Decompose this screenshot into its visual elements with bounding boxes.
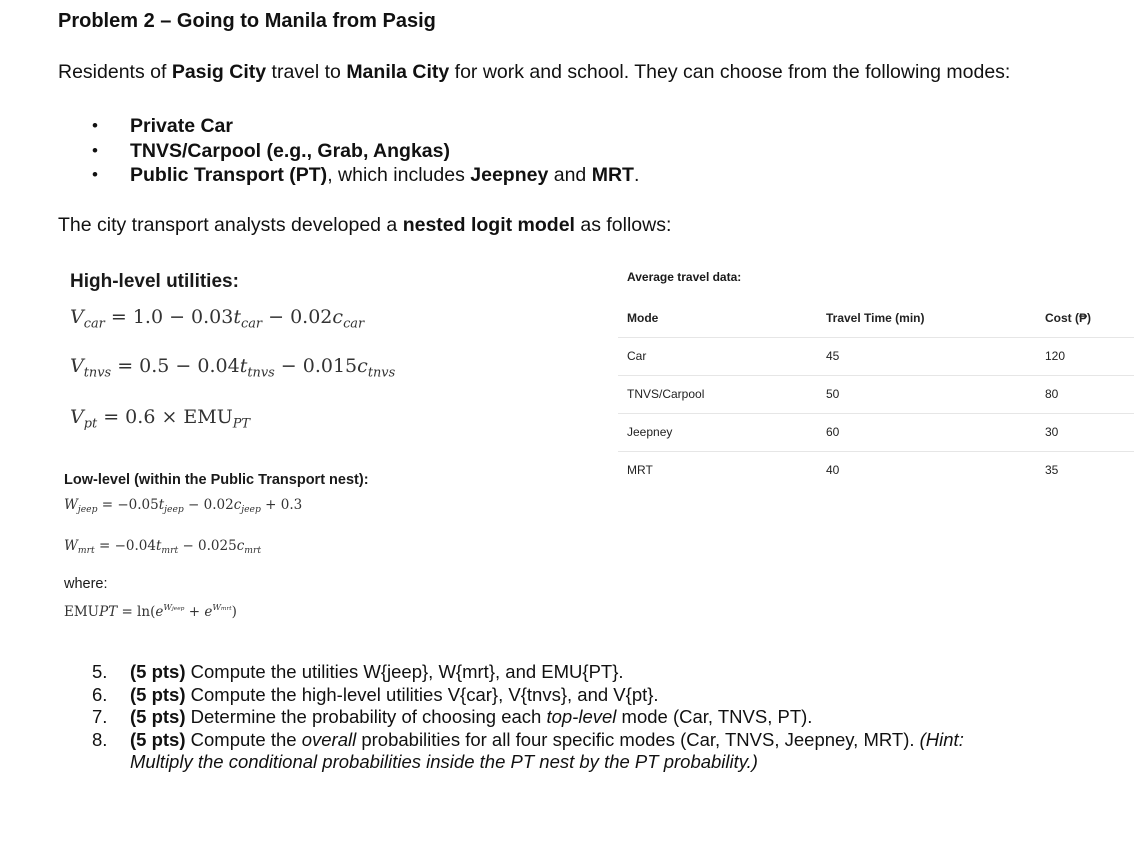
eq-subscript: mrt <box>244 545 262 557</box>
question-item <box>92 661 964 684</box>
question-item <box>92 729 964 774</box>
problem-title: Problem 2 – Going to Manila from Pasig <box>58 10 436 32</box>
model-name: nested logit model <box>402 214 575 236</box>
question-points: (5 pts) <box>130 728 186 750</box>
question-text: Compute the high-level utilities V{car}, V{tnvs}, and V{pt}. <box>185 683 659 705</box>
question-item <box>92 706 964 729</box>
eq-symbol: c <box>233 497 242 513</box>
bullet-icon: • <box>92 116 98 135</box>
eq-symbol: e <box>155 603 164 620</box>
eq-term: = 0.5 − 0.04 <box>111 355 240 377</box>
question-list <box>92 661 964 774</box>
model-intro-paragraph <box>58 214 671 237</box>
mode-label: Public Transport (PT) <box>130 164 328 186</box>
question-number: 8. <box>92 728 108 750</box>
question-points: (5 pts) <box>130 683 186 705</box>
question-item <box>92 684 964 707</box>
question-emphasis: top-level <box>546 706 617 727</box>
question-hint: (Hint: <box>919 728 964 750</box>
equation-w-mrt <box>64 538 261 556</box>
question-text: Determine the probability of choosing each <box>185 706 547 727</box>
eq-term: = −0.05 <box>97 497 159 513</box>
eq-symbol: t <box>239 355 248 377</box>
equation-w-jeep <box>64 497 302 515</box>
eq-symbol: PT <box>99 603 118 620</box>
question-text: Compute the <box>185 728 302 750</box>
mode-label: TNVS/Carpool (e.g., Grab, Angkas) <box>130 139 450 162</box>
eq-symbol: c <box>357 355 368 377</box>
mode-text: . <box>633 164 640 186</box>
travel-data-table <box>618 300 1134 489</box>
table-cell: MRT <box>627 463 653 477</box>
question-number: 6. <box>92 683 108 705</box>
table-title: Average travel data: <box>627 270 742 284</box>
eq-superscript-subscript: jeep <box>171 606 185 612</box>
eq-superscript-symbol: W <box>163 602 172 612</box>
eq-symbol: t <box>155 538 162 554</box>
eq-symbol: W <box>64 538 78 554</box>
eq-term: − 0.025 <box>178 538 237 554</box>
question-number: 7. <box>92 706 108 727</box>
question-emphasis: overall <box>301 728 357 750</box>
mode-list <box>88 114 639 188</box>
eq-superscript <box>212 602 231 612</box>
eq-symbol: c <box>332 306 344 328</box>
eq-term: = 1.0 − 0.03 <box>104 306 234 328</box>
intro-paragraph <box>58 61 1010 84</box>
intro-text: Residents of <box>58 61 172 83</box>
eq-superscript-symbol: W <box>212 602 221 612</box>
table-cell: 30 <box>1045 425 1059 439</box>
eq-term: = −0.04 <box>94 538 156 554</box>
table-header-row <box>618 300 1134 338</box>
table-header-cell: Mode <box>627 311 659 325</box>
eq-symbol: W <box>64 497 78 513</box>
eq-term: = ln( <box>117 603 156 620</box>
eq-term: − 0.015 <box>274 355 358 377</box>
eq-symbol: EMU <box>64 603 100 620</box>
table-header-cell: Travel Time (min) <box>826 311 925 325</box>
intro-destination-city: Manila City <box>346 61 450 83</box>
table-cell: TNVS/Carpool <box>627 387 705 401</box>
equation-emu-pt <box>64 602 237 620</box>
table-row <box>618 376 1134 414</box>
eq-symbol: V <box>70 306 84 328</box>
eq-term: − 0.02 <box>183 497 234 513</box>
eq-term: ) <box>231 603 237 620</box>
table-row <box>618 338 1134 376</box>
table-cell: 120 <box>1045 349 1066 363</box>
table-cell: 45 <box>826 349 840 363</box>
eq-symbol: t <box>233 306 241 328</box>
mode-label: Private Car <box>130 115 233 137</box>
eq-subscript: car <box>241 316 263 332</box>
mode-item-public-transport <box>88 163 639 188</box>
eq-subscript: jeep <box>77 504 98 516</box>
equation-v-car <box>70 306 364 332</box>
mode-item-private-car <box>88 114 639 139</box>
question-hint: Multiply the conditional probabilities inside the PT nest by the PT probability.) <box>130 751 758 772</box>
eq-subscript: car <box>83 316 105 332</box>
low-level-heading: Low-level (within the Public Transport nest): <box>64 472 369 488</box>
eq-subscript: mrt <box>161 545 179 557</box>
table-header-cell: Cost (₱) <box>1045 311 1091 325</box>
eq-symbol: e <box>204 603 213 620</box>
question-text: mode (Car, TNVS, PT). <box>616 706 813 727</box>
question-text: probabilities for all four specific modes (Car, TNVS, Jeepney, MRT). <box>356 728 920 750</box>
eq-term: = 0.6 × EMU <box>97 406 233 428</box>
table-cell: 80 <box>1045 387 1059 401</box>
eq-subscript: jeep <box>164 504 184 516</box>
eq-symbol: V <box>70 355 84 377</box>
bullet-icon: • <box>92 165 98 184</box>
model-intro-text: as follows: <box>574 214 672 236</box>
eq-subscript: tnvs <box>367 365 396 381</box>
eq-subscript: tnvs <box>83 365 112 381</box>
question-number: 5. <box>92 661 108 682</box>
question-text: Compute the utilities W{jeep}, W{mrt}, and EMU{PT}. <box>185 661 624 682</box>
mode-text: and <box>548 164 592 186</box>
table-cell: 40 <box>826 463 840 477</box>
mode-item-tnvs <box>88 139 639 164</box>
table-cell: 50 <box>826 387 840 401</box>
high-level-heading: High-level utilities: <box>70 271 239 292</box>
eq-subscript: pt <box>83 416 98 432</box>
eq-subscript: jeep <box>241 504 261 516</box>
question-points: (5 pts) <box>130 706 186 727</box>
equation-v-tnvs <box>70 355 395 381</box>
equation-v-pt <box>70 406 250 432</box>
table-cell: Car <box>627 349 647 363</box>
where-label: where: <box>64 576 108 592</box>
table-cell: Jeepney <box>627 425 673 439</box>
eq-term: − 0.02 <box>262 306 333 328</box>
bullet-icon: • <box>92 140 98 160</box>
intro-origin-city: Pasig City <box>171 61 267 83</box>
intro-text: travel to <box>266 61 347 83</box>
eq-symbol: c <box>236 538 245 554</box>
table-row <box>618 414 1134 452</box>
eq-superscript-subscript: mrt <box>220 606 232 612</box>
eq-subscript: car <box>343 316 365 332</box>
intro-text: for work and school. They can choose from the following modes: <box>449 61 1011 83</box>
eq-superscript <box>163 602 184 612</box>
eq-subscript: PT <box>232 416 251 432</box>
mode-submode-mrt: MRT <box>591 164 634 186</box>
eq-term: + 0.3 <box>260 497 303 513</box>
eq-subscript: tnvs <box>247 365 275 381</box>
eq-symbol: V <box>70 406 84 428</box>
question-points: (5 pts) <box>130 661 186 682</box>
eq-subscript: mrt <box>77 545 95 557</box>
mode-submode-jeepney: Jeepney <box>470 164 549 186</box>
eq-symbol: t <box>158 497 165 513</box>
model-intro-text: The city transport analysts developed a <box>58 214 403 236</box>
table-row <box>618 452 1134 489</box>
table-cell: 60 <box>826 425 840 439</box>
eq-term: + <box>184 603 205 620</box>
mode-text: , which includes <box>327 164 471 186</box>
table-cell: 35 <box>1045 463 1059 477</box>
